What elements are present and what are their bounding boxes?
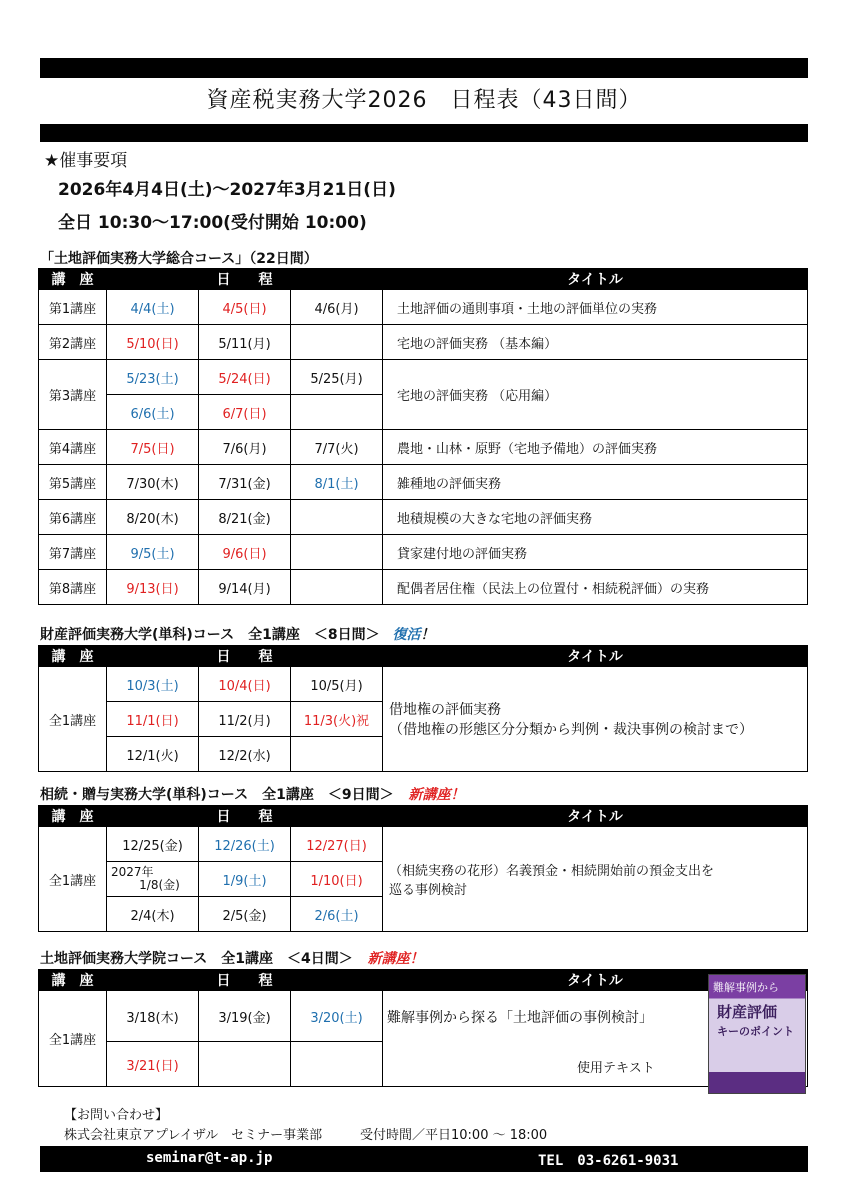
date-cell: 9/14(月) <box>199 570 291 605</box>
contact-email[interactable]: seminar@t-ap.jp <box>146 1150 273 1166</box>
date-cell: 12/26(土) <box>199 827 291 862</box>
contact-hours: 受付時間／平日10:00 ～ 18:00 <box>360 1128 548 1143</box>
header-title: タイトル <box>383 646 808 667</box>
title-line: （相続実務の花形）名義預金・相続開始前の預金支出を <box>389 864 715 879</box>
table-row <box>39 325 808 360</box>
title-line: 巡る事例検討 <box>389 883 468 898</box>
date-cell: 12/2(水) <box>199 737 291 772</box>
title-cell: 土地評価の通則事項・土地の評価単位の実務 <box>383 290 808 325</box>
course4-name <box>40 948 424 968</box>
lecture-cell: 第1講座 <box>39 290 107 325</box>
date-cell: 5/25(月) <box>291 360 383 395</box>
date-cell <box>291 395 383 430</box>
date-cell: 2/6(土) <box>291 897 383 932</box>
header-title: タイトル <box>383 269 808 290</box>
table-row <box>39 465 808 500</box>
date-cell: 5/23(土) <box>107 360 199 395</box>
date-cell: 7/7(火) <box>291 430 383 465</box>
book-line2: 財産評価 <box>717 1003 778 1021</box>
page-title: 資産税実務大学2026 日程表（43日間） <box>206 88 642 113</box>
date-cell: 3/20(土) <box>291 991 383 1042</box>
date-cell: 7/5(日) <box>107 430 199 465</box>
date-cell: 8/20(木) <box>107 500 199 535</box>
date-cell: 3/18(木) <box>107 991 199 1042</box>
date-cell <box>199 1042 291 1087</box>
date-cell: 4/5(日) <box>199 290 291 325</box>
contact-bar <box>40 1146 808 1172</box>
lecture-cell: 第6講座 <box>39 500 107 535</box>
table-row <box>39 570 808 605</box>
date-label: 1/8(金) <box>139 878 180 892</box>
table-row <box>39 360 808 395</box>
header-lecture: 講 座 <box>39 970 107 991</box>
date-cell: 12/25(金) <box>107 827 199 862</box>
header-title: タイトル <box>383 970 808 991</box>
lecture-cell: 第5講座 <box>39 465 107 500</box>
header-lecture: 講 座 <box>39 269 107 290</box>
table-row <box>39 430 808 465</box>
book-line1: 難解事例から <box>713 981 779 994</box>
date-cell: 7/6(月) <box>199 430 291 465</box>
date-cell: 6/7(日) <box>199 395 291 430</box>
lecture-cell: 第2講座 <box>39 325 107 360</box>
date-cell: 4/4(土) <box>107 290 199 325</box>
date-cell <box>107 862 199 897</box>
textbook-cover-image <box>708 974 806 1094</box>
title-cell: 農地・山林・原野（宅地予備地）の評価実務 <box>383 430 808 465</box>
date-cell: 7/30(木) <box>107 465 199 500</box>
course2-name-text: 財産評価実務大学(単科)コース 全1講座 ＜8日間＞ <box>40 627 380 643</box>
date-cell: 7/31(金) <box>199 465 291 500</box>
date-cell: 10/4(日) <box>199 667 291 702</box>
lecture-cell: 全1講座 <box>39 667 107 772</box>
course3-tag: 新講座！ <box>408 787 465 803</box>
date-cell: 9/13(日) <box>107 570 199 605</box>
header-schedule: 日 程 <box>107 806 383 827</box>
header-schedule: 日 程 <box>107 269 383 290</box>
header-lecture: 講 座 <box>39 806 107 827</box>
header-schedule: 日 程 <box>107 970 383 991</box>
date-cell: 4/6(月) <box>291 290 383 325</box>
date-cell: 5/11(月) <box>199 325 291 360</box>
header-lecture: 講 座 <box>39 646 107 667</box>
date-cell <box>291 570 383 605</box>
table-row <box>39 535 808 570</box>
date-cell: 9/5(土) <box>107 535 199 570</box>
title-cell: 配偶者居住権（民法上の位置付・相続税評価）の実務 <box>383 570 808 605</box>
date-cell <box>291 500 383 535</box>
title-line: 難解事例から探る「土地評価の事例検討」 <box>387 1010 653 1026</box>
course3-table <box>38 805 808 932</box>
header-title: タイトル <box>383 806 808 827</box>
date-cell: 5/24(日) <box>199 360 291 395</box>
lecture-cell: 全1講座 <box>39 991 107 1087</box>
title-cell <box>383 667 808 772</box>
contact-heading: 【お問い合わせ】 <box>64 1108 169 1123</box>
date-cell: 6/6(土) <box>107 395 199 430</box>
course4-tag: 新講座！ <box>367 951 424 967</box>
course2-mark: ！ <box>420 627 435 643</box>
title-cell: 宅地の評価実務 （基本編） <box>383 325 808 360</box>
overview-time: 全日 10:30～17:00(受付開始 10:00) <box>58 213 367 233</box>
date-cell: 8/21(金) <box>199 500 291 535</box>
date-cell <box>291 737 383 772</box>
date-cell: 3/21(日) <box>107 1042 199 1087</box>
lecture-cell: 全1講座 <box>39 827 107 932</box>
date-cell: 2/4(木) <box>107 897 199 932</box>
table-row <box>39 991 808 1042</box>
course1-table <box>38 268 808 605</box>
course1-name: 「土地評価実務大学総合コース」（22日間） <box>40 251 318 267</box>
date-cell: 12/1(火) <box>107 737 199 772</box>
course4-table <box>38 969 808 1087</box>
overview-dates: 2026年4月4日(土)～2027年3月21日(日) <box>58 180 396 200</box>
date-cell: 11/2(月) <box>199 702 291 737</box>
date-cell: 9/6(日) <box>199 535 291 570</box>
contact-company: 株式会社東京アプレイザル セミナー事業部 <box>64 1128 323 1143</box>
date-cell <box>291 535 383 570</box>
title-line: 借地権の評価実務 <box>389 702 501 718</box>
course3-name <box>40 784 464 804</box>
date-cell: 11/1(日) <box>107 702 199 737</box>
lecture-cell: 第4講座 <box>39 430 107 465</box>
date-cell: 3/19(金) <box>199 991 291 1042</box>
title-cell: 宅地の評価実務 （応用編） <box>383 360 808 430</box>
textbook-label: 使用テキスト <box>577 1061 655 1076</box>
course2-table <box>38 645 808 772</box>
course3-name-text: 相続・贈与実務大学(単科)コース 全1講座 ＜9日間＞ <box>40 787 394 803</box>
title-cell: 貸家建付地の評価実務 <box>383 535 808 570</box>
top-bar <box>40 58 808 78</box>
contact-tel[interactable]: TEL 03-6261-9031 <box>538 1153 679 1169</box>
date-cell: 2/5(金) <box>199 897 291 932</box>
header-schedule: 日 程 <box>107 646 383 667</box>
lecture-cell: 第7講座 <box>39 535 107 570</box>
table-row <box>39 667 808 702</box>
date-cell: 8/1(土) <box>291 465 383 500</box>
date-cell: 1/10(日) <box>291 862 383 897</box>
title-cell <box>383 827 808 932</box>
course4-name-text: 土地評価実務大学院コース 全1講座 ＜4日間＞ <box>40 951 353 967</box>
title-cell: 雑種地の評価実務 <box>383 465 808 500</box>
course2-name <box>40 624 434 644</box>
lecture-cell: 第8講座 <box>39 570 107 605</box>
date-cell <box>291 325 383 360</box>
lecture-cell: 第3講座 <box>39 360 107 430</box>
date-cell: 10/5(月) <box>291 667 383 702</box>
title-bar-bottom <box>40 124 808 142</box>
date-cell: 10/3(土) <box>107 667 199 702</box>
date-cell: 11/3(火)祝 <box>291 702 383 737</box>
course2-tag: 復活 <box>392 627 421 643</box>
date-cell <box>291 1042 383 1087</box>
table-row <box>39 500 808 535</box>
book-line3: キーのポイント <box>717 1025 794 1038</box>
date-cell: 12/27(日) <box>291 827 383 862</box>
date-cell: 1/9(土) <box>199 862 291 897</box>
overview-heading: ★催事要項 <box>44 151 128 171</box>
title-line: （借地権の形態区分分類から判例・裁決事例の検討まで） <box>389 722 753 738</box>
date-cell: 5/10(日) <box>107 325 199 360</box>
table-row <box>39 827 808 862</box>
table-row <box>39 290 808 325</box>
title-cell: 地積規模の大きな宅地の評価実務 <box>383 500 808 535</box>
year-label: 2027年 <box>111 865 154 879</box>
